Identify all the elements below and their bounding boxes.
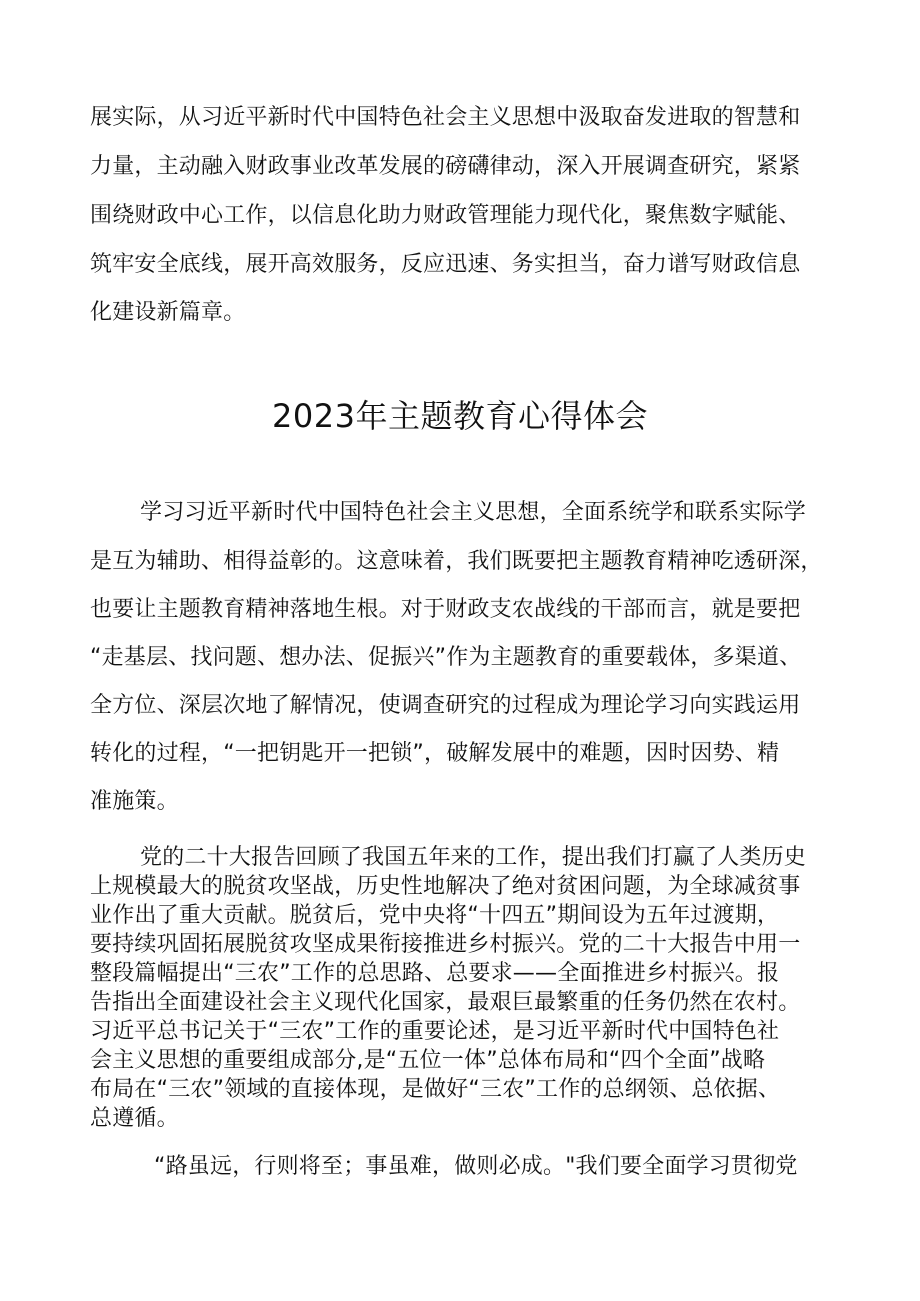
paragraph-line: 习近平总书记关于“三农”工作的重要论述，是习近平新时代中国特色社 [90, 1019, 780, 1044]
paragraph-line: “路虽远，行则将至；事虽难，做则必成。"我们要全面学习贯彻党 [154, 1154, 798, 1179]
intro-line: 化建设新篇章。 [90, 300, 246, 325]
paragraph-line: 是互为辅助、相得益彰的。这意味着，我们既要把主题教育精神吃透研深， [90, 549, 823, 574]
paragraph-line: 总遵循。 [90, 1106, 179, 1131]
paragraph-line: 整段篇幅提出“三农”工作的总思路、总要求——全面推进乡村振兴。报 [90, 961, 780, 986]
paragraph-line: 布局在“三农”领域的直接体现，是做好“三农”工作的总纲领、总依据、 [90, 1077, 781, 1102]
paragraph-line: 党的二十大报告回顾了我国五年来的工作，提出我们打赢了人类历史 [140, 845, 807, 870]
paragraph-line: 准施策。 [90, 789, 179, 814]
paragraph-line: “走基层、找问题、想办法、促振兴”作为主题教育的重要载体，多渠道、 [90, 645, 802, 670]
paragraph-line: 要持续巩固拓展脱贫攻坚成果衔接推进乡村振兴。党的二十大报告中用一 [90, 932, 801, 957]
intro-line: 围绕财政中心工作，以信息化助力财政管理能力现代化，聚焦数字赋能、 [90, 203, 801, 228]
paragraph-line: 全方位、深层次地了解情况，使调查研究的过程成为理论学习向实践运用 [90, 693, 801, 718]
paragraph-line: 告指出全面建设社会主义现代化国家，最艰巨最繁重的任务仍然在农村。 [90, 990, 801, 1015]
document-title: 2023年主题教育心得体会 [272, 397, 648, 435]
paragraph-line: 会主义思想的重要组成部分,是“五位一体”总体布局和“四个全面”战略 [90, 1048, 766, 1073]
paragraph-line: 也要让主题教育精神落地生根。对于财政支农战线的干部而言，就是要把 [90, 597, 801, 622]
paragraph-line: 学习习近平新时代中国特色社会主义思想，全面系统学和联系实际学 [140, 500, 807, 525]
intro-line: 展实际，从习近平新时代中国特色社会主义思想中汲取奋发进取的智慧和 [90, 105, 801, 130]
paragraph-line: 业作出了重大贡献。脱贫后，党中央将“十四五”期间设为五年过渡期， [90, 903, 780, 928]
intro-line: 筑牢安全底线，展开高效服务，反应迅速、务实担当，奋力谱写财政信息 [90, 252, 801, 277]
paragraph-line: 转化的过程，“一把钥匙开一把锁”，破解发展中的难题，因时因势、精 [90, 741, 780, 766]
paragraph-line: 上规模最大的脱贫攻坚战，历史性地解决了绝对贫困问题，为全球减贫事 [90, 874, 801, 899]
intro-line: 力量，主动融入财政事业改革发展的磅礴律动，深入开展调查研究，紧紧 [90, 154, 801, 179]
